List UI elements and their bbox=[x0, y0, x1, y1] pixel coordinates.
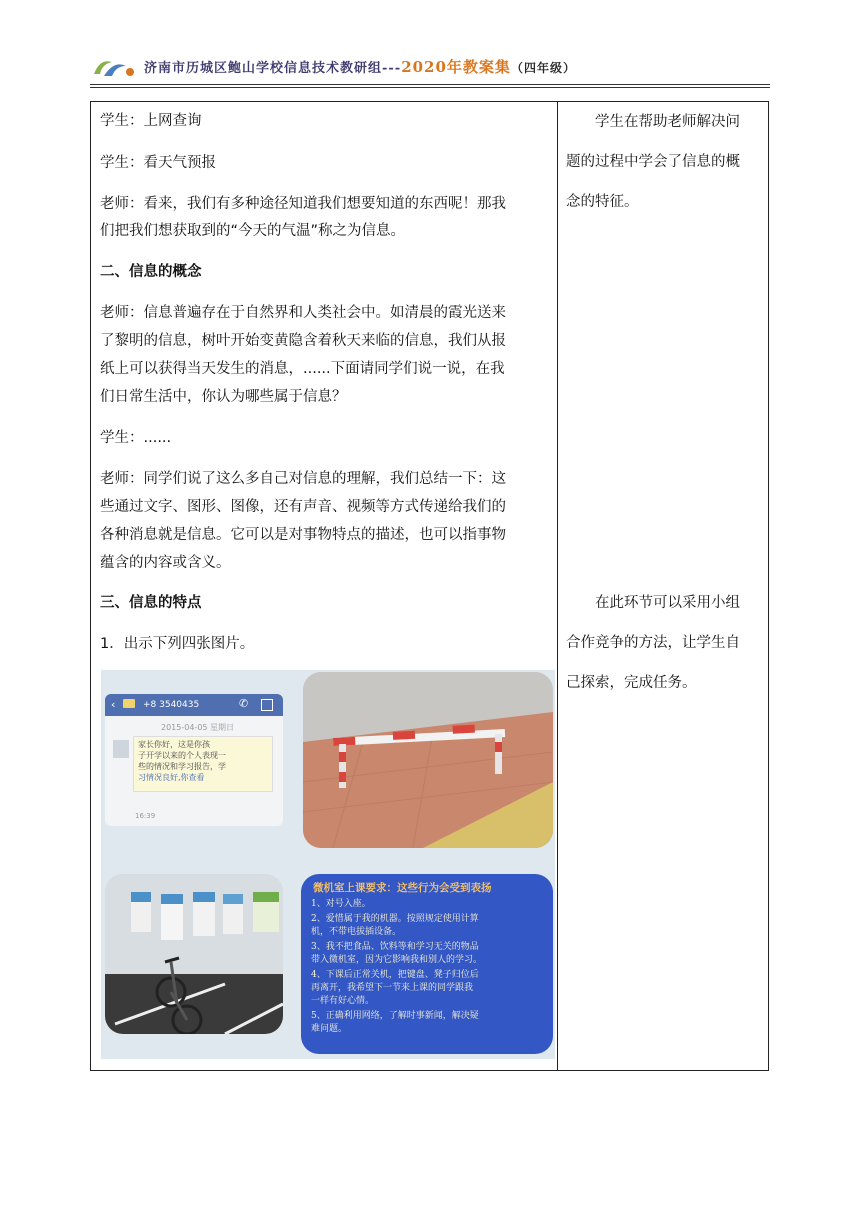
board-line: 5、正确利用网络，了解时事新闻，解决疑 bbox=[311, 1011, 479, 1021]
sms-text-line4: 习情况良好,你查看 bbox=[138, 773, 205, 782]
bicycle-wall-image bbox=[105, 874, 283, 1034]
concept-line2: 了黎明的信息，树叶开始变黄隐含着秋天来临的信息，我们从报 bbox=[100, 333, 506, 349]
board-line: 再离开，我希望下一节来上课的同学跟我 bbox=[311, 983, 474, 993]
paragraph-show-pictures: 1．出示下列四张图片。 bbox=[100, 636, 255, 652]
concept-line4: 们日常生活中，你认为哪些属于信息？ bbox=[100, 389, 347, 405]
side-note-1-line3: 念的特征。 bbox=[566, 194, 639, 210]
side-note-1-line2: 题的过程中学会了信息的概 bbox=[566, 154, 740, 170]
bicycle-scene-icon bbox=[105, 874, 283, 1034]
contact-icon bbox=[261, 699, 273, 711]
board-line: 带入微机室，因为它影响我和别人的学习。 bbox=[311, 955, 483, 965]
header-year-title: 2020年教案集 bbox=[401, 58, 511, 76]
sms-text-line3: 些的情况和学习报告，学 bbox=[138, 762, 226, 771]
board-line: 4、下课后正常关机，把键盘、凳子归位后 bbox=[311, 970, 479, 980]
board-line: 2、爱惜属于我的机器。按照规定使用计算 bbox=[311, 914, 479, 924]
sms-text-line1: 家长你好，这是你孩 bbox=[138, 740, 210, 749]
board-line: 机，不带电拔插设备。 bbox=[311, 927, 402, 937]
lesson-table bbox=[90, 101, 769, 1071]
board-line: 难问题。 bbox=[311, 1024, 348, 1034]
header-grade: （四年级） bbox=[510, 61, 576, 75]
concept-line1: 老师：信息普遍存在于自然界和人类社会中。如清晨的霞光送来 bbox=[100, 305, 506, 321]
back-arrow-icon: ‹ bbox=[111, 698, 116, 711]
sms-date: 2015-04-05 星期日 bbox=[161, 723, 235, 732]
board-title: 微机室上课要求：这些行为会受到表扬 bbox=[313, 882, 492, 894]
section-heading-concept: 二、信息的概念 bbox=[100, 264, 202, 280]
side-note-1-line1: 学生在帮助老师解决问 bbox=[595, 114, 740, 130]
paragraph-teacher-line2: 们把我们想获取到的“今天的气温”称之为信息。 bbox=[100, 223, 406, 239]
side-note-1 bbox=[566, 102, 762, 222]
summary-line2: 些通过文字、图形、图像，还有声音、视频等方式传递给我们的 bbox=[100, 499, 506, 515]
side-note-2-line2: 合作竞争的方法，让学生自 bbox=[566, 635, 740, 651]
avatar bbox=[113, 740, 129, 758]
sms-message-bubble bbox=[133, 736, 273, 792]
summary-line1: 老师：同学们说了这么多自己对信息的理解，我们总结一下：这 bbox=[100, 471, 506, 487]
side-note-2-line3: 己探索，完成任务。 bbox=[566, 675, 697, 691]
section-heading-features: 三、信息的特点 bbox=[100, 595, 202, 611]
four-pictures-collage bbox=[101, 670, 555, 1059]
header-rule-secondary bbox=[90, 87, 770, 88]
sms-number: +8 3540435 bbox=[143, 700, 200, 710]
envelope-icon bbox=[123, 699, 135, 708]
header-title bbox=[144, 56, 576, 77]
sms-top-bar bbox=[105, 694, 283, 716]
board-line: 1、对号入座。 bbox=[311, 899, 371, 909]
page-header bbox=[90, 50, 770, 84]
paragraph-student-weather: 学生：看天气预报 bbox=[100, 155, 216, 171]
side-note-2 bbox=[566, 583, 762, 703]
sms-screenshot-image bbox=[105, 694, 283, 826]
paragraph-teacher-line1: 老师：看来，我们有多种途径知道我们想要知道的东西呢！那我 bbox=[100, 196, 506, 212]
side-note-2-line1: 在此环节可以采用小组 bbox=[595, 595, 740, 611]
sms-time: 16:39 bbox=[135, 812, 156, 820]
header-org: 济南市历城区鲍山学校信息技术教研组--- bbox=[144, 61, 402, 76]
column-divider bbox=[557, 102, 558, 1070]
school-logo-icon bbox=[90, 54, 140, 82]
header-rule bbox=[90, 84, 770, 85]
paragraph-student-ellipsis: 学生：...... bbox=[100, 430, 172, 446]
phone-icon: ✆ bbox=[239, 697, 249, 710]
concept-line3: 纸上可以获得当天发生的消息，......下面请同学们说一说，在我 bbox=[100, 361, 505, 377]
sms-text-line2: 子开学以来的个人表现一 bbox=[138, 751, 226, 760]
parking-barrier-image bbox=[303, 672, 553, 848]
summary-line4: 蕴含的内容或含义。 bbox=[100, 555, 231, 571]
computer-room-rules-image bbox=[301, 874, 553, 1054]
board-line: 一样有好心情。 bbox=[311, 996, 375, 1006]
board-line: 3、我不把食品、饮料等和学习无关的物品 bbox=[311, 942, 479, 952]
summary-line3: 各种消息就是信息。它可以是对事物特点的描述，也可以指事物 bbox=[100, 527, 506, 543]
barrier-scene-icon bbox=[303, 672, 553, 848]
paragraph-student-search: 学生：上网查询 bbox=[100, 113, 202, 129]
